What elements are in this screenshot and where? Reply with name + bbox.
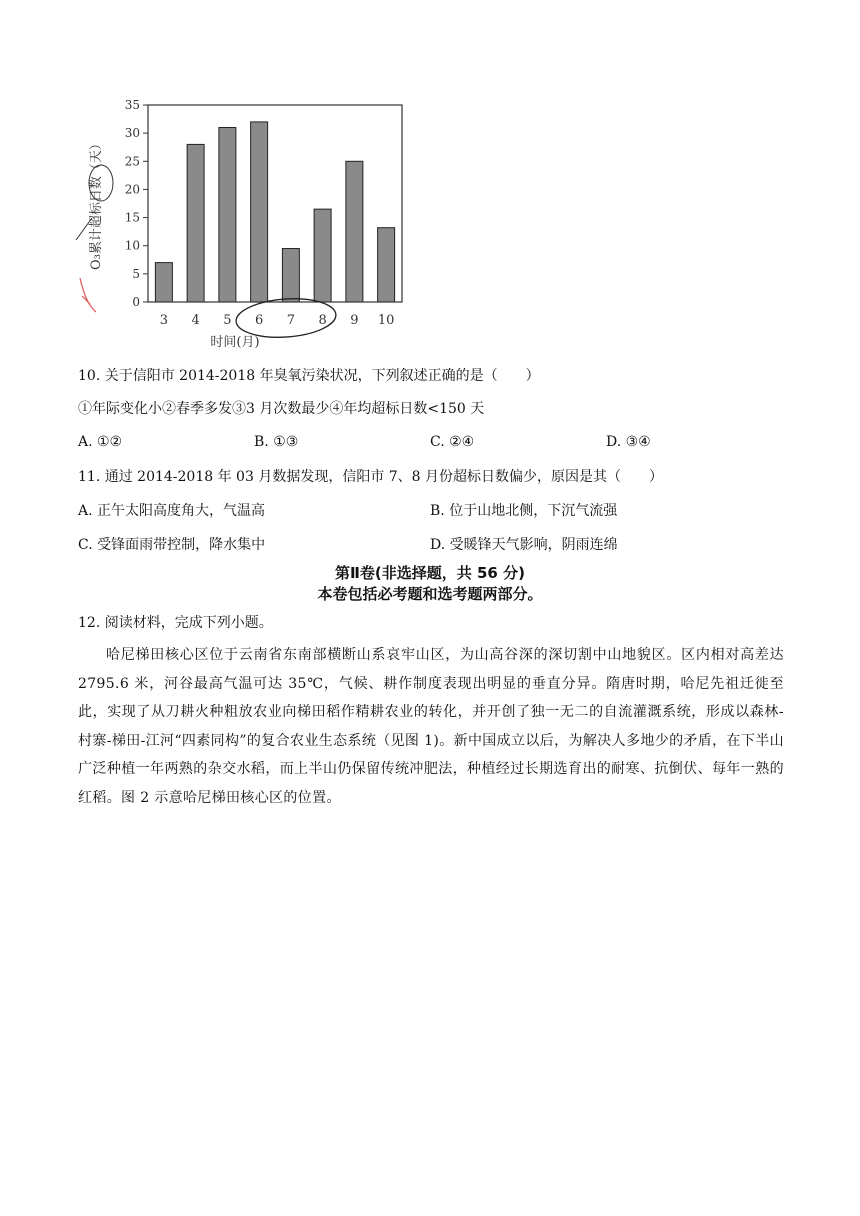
x-tick-label: 10 <box>377 313 395 328</box>
q10-option-d[interactable]: D. ③④ <box>606 434 651 450</box>
y-axis-label: O₃累计超标日数（天） <box>89 137 104 270</box>
question-12-passage: 哈尼梯田核心区位于云南省东南部横断山系哀牢山区，为山高谷深的深切割中山地貌区。区内相对高差达 2795.6 米，河谷最高气温可达 35℃，气候、耕作制度表现出明显的垂直分异。隋唐时期，哈尼先祖迁徙至此，实现了从刀耕火种粗放农业向梯田稻作精耕农业的转化，并开创了独一无二的自流灌溉系统，形成以森林-村寨-梯田-江河“四素同构”的复合农业生态系统（见图 1)。新中国成立以后，为解决人多地少的矛盾，在下半山广泛种植一年两熟的杂交水稻，而上半山仍保留传统冲肥法，种植经过长期选育出的耐寒、抗倒伏、每年一熟的红稻。图 2 示意哈尼梯田核心区的位置。 <box>78 647 784 806</box>
x-tick-label: 6 <box>254 313 264 328</box>
x-tick-label: 7 <box>286 313 296 328</box>
bar-month-6 <box>251 122 268 302</box>
y-tick-label: 35 <box>124 98 140 112</box>
q10-option-a[interactable]: A. ①② <box>78 434 123 450</box>
x-tick-label: 4 <box>191 313 200 328</box>
q10-option-b[interactable]: B. ①③ <box>254 434 299 450</box>
x-tick-label: 5 <box>223 313 232 328</box>
x-tick-label: 9 <box>350 313 359 328</box>
bar-month-8 <box>314 209 331 302</box>
y-tick-label: 5 <box>132 266 140 281</box>
q10-option-c[interactable]: C. ②④ <box>430 434 475 450</box>
y-tick-label: 0 <box>132 295 140 309</box>
bar-month-3 <box>155 263 172 302</box>
red-pen-mark <box>80 278 96 312</box>
bar-month-4 <box>187 144 204 302</box>
question-10-stem: 10. 关于信阳市 2014-2018 年臭氧污染状况，下列叙述正确的是（ ） <box>78 368 540 384</box>
bar-month-7 <box>282 249 299 302</box>
y-tick-label: 10 <box>124 238 140 253</box>
question-11-stem: 11. 通过 2014-2018 年 03 月数据发现，信阳市 7、8 月份超标日数偏少，原因是其（ ） <box>78 469 664 485</box>
x-tick-label: 8 <box>318 313 327 328</box>
bar-month-9 <box>346 161 363 302</box>
bar-month-10 <box>378 228 395 302</box>
x-tick-label: 3 <box>159 313 169 328</box>
question-10-statements: ①年际变化小②春季多发③3 月次数最少④年均超标日数<150 天 <box>78 401 485 417</box>
chart-frame <box>148 105 402 302</box>
section-title: 第Ⅱ卷(非选择题，共 56 分) <box>335 564 525 582</box>
y-tick-label: 25 <box>124 154 140 169</box>
chart-svg <box>70 90 430 352</box>
ozone-bar-chart <box>70 90 430 352</box>
q11-option-c[interactable]: C. 受锋面雨带控制，降水集中 <box>78 537 266 553</box>
bar-month-5 <box>219 128 236 302</box>
q11-option-b[interactable]: B. 位于山地北侧，下沉气流强 <box>430 503 618 519</box>
q11-option-d[interactable]: D. 受暖锋天气影响，阴雨连绵 <box>430 537 618 553</box>
y-tick-label: 15 <box>124 210 140 225</box>
y-tick-label: 30 <box>124 126 140 141</box>
y-tick-label: 20 <box>124 182 140 197</box>
question-12-stem: 12. 阅读材料，完成下列小题。 <box>78 615 273 631</box>
q11-option-a[interactable]: A. 正午太阳高度角大，气温高 <box>78 503 266 519</box>
x-axis-label: 时间(月) <box>210 335 260 350</box>
section-subtitle: 本卷包括必考题和选考题两部分。 <box>317 585 543 603</box>
